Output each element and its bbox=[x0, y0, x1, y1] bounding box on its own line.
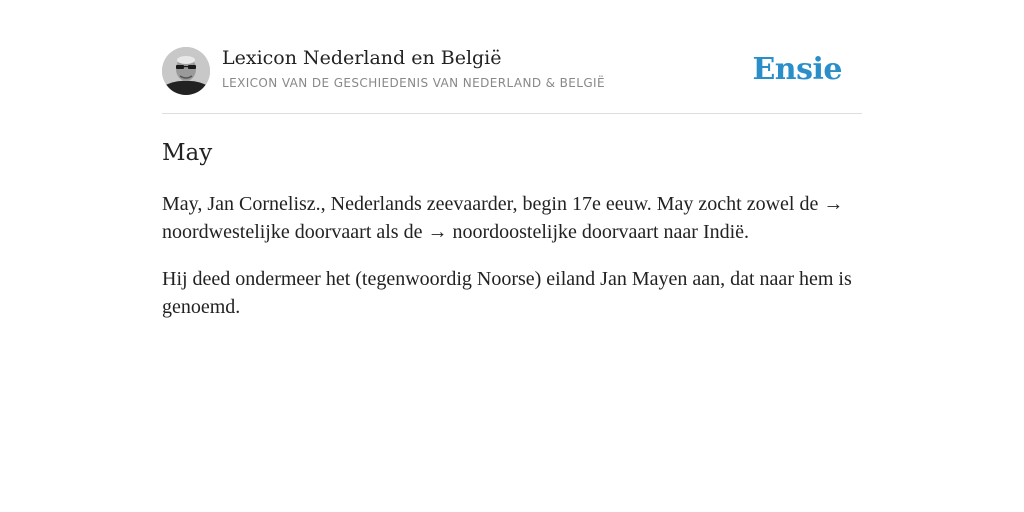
page-container bbox=[162, 0, 862, 318]
crossref-link-noordwestelijke-doorvaart[interactable]: → noordwestelijke doorvaart bbox=[162, 193, 844, 243]
crossref-link-noordoostelijke-doorvaart[interactable]: → noordoostelijke doorvaart bbox=[427, 221, 659, 243]
paragraph-text: May, Jan Cornelisz., Nederlands zeevaarder, begin 17e eeuw. May zocht zowel de bbox=[162, 193, 824, 215]
paragraph-text: als de bbox=[371, 221, 428, 243]
article-body bbox=[162, 190, 862, 340]
article-title: May bbox=[162, 140, 213, 166]
ensie-logo-link[interactable]: Ensie bbox=[752, 52, 842, 87]
article-paragraph: Hij deed ondermeer het (tegenwoordig Noorse) eiland Jan Mayen aan, dat naar hem is genoemd. bbox=[162, 268, 852, 318]
site-title[interactable]: Lexicon Nederland en België bbox=[222, 47, 502, 69]
article-paragraph bbox=[162, 190, 862, 246]
site-header bbox=[162, 0, 862, 114]
paragraph-text: naar Indië. bbox=[658, 221, 750, 243]
author-avatar[interactable] bbox=[162, 47, 210, 95]
avatar-portrait-icon bbox=[162, 47, 210, 95]
site-subtitle: LEXICON VAN DE GESCHIEDENIS VAN NEDERLAND & BELGIË bbox=[222, 76, 605, 90]
